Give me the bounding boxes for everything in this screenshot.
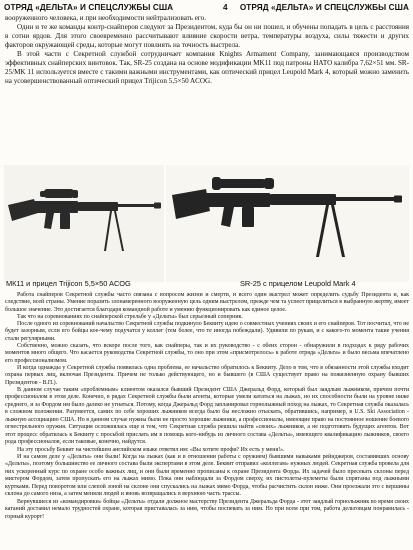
page-number: 4 <box>223 3 228 12</box>
header-title-right: ОТРЯД «ДЕЛЬТА» И СПЕЦСЛУЖБЫ США <box>239 3 409 12</box>
paragraph: Работа снайперов Секретной службы часто связана с вопросом жизни и смерти, и всего один выстрел может определить судьбу Президента и, как следствие, всей страны. Умение поразить злонамеренного вооруженную цель одним выстрелом, прежде чем та успеет прицелиться в выбранную жертву, имеет большое значение. Это достигается благодаря командной работе и умению функционировать как единое целое. <box>5 292 409 313</box>
paragraph: Собственно, можно сказать, что вскоре после того, как снайперы, так и их руководство - с обеих сторон - обнаружили в подходах к ряду рабочих моментов много общего. Что касается руководства Секретной службы, то оно при этом «присмотрелось» к работе отряда «Дельта» и было весьма впечатлено его профессионализмом. <box>5 343 409 364</box>
paragraph: Так что на соревнованиях по снайперской стрельбе у «Дельты» был серьезный соперник. <box>17 314 243 320</box>
photo-caption-left: МК11 и прицел Trijicon 5,5×50 ACOG <box>6 279 131 288</box>
paragraph: Вернувшиеся из «командировки» бойцы «Дельты» отдали должное мастерству Президента Джеральда Форда - этот заядлый горнолыжник во время своих катаний доставил немало трудностей охране, которая приставалась за ним, чтобы поспевать за ним. Но при всем при том, работа дельтовцам понравилась - горный курорт! <box>5 499 409 520</box>
rifle-photo-sr25 <box>166 165 409 282</box>
header-title-left: ОТРЯД «ДЕЛЬТА» И СПЕЦСЛУЖБЫ США <box>4 3 174 12</box>
paragraph: В данном случае таким «проблемным» клиентом оказался бывший Президент США Джеральд Форд, который был заядлым лыжником, причем почти профессионалом в этом деле. Конечно, в рядах Секретной службы были агенты, которые умели кататься на лыжах, но их способности были на уровне ниже среднего, и за Фордом им было далеко не угнаться. Потому, когда Джеральд Форд запланировал горнолыжный поход на лыжах, то Секретная служба оказалась в сложном положении. Разумеется, самих по себе хороших лыжников всегда было бы несложно отыскать, обратившись, например, в U.S. Ski Association - лыжную ассоциацию США. Но в данном случае нужны были не просто хорошие лыжники, а профессионалы, имеющие право на постоянное ношение боевого огнестрельного оружия. Ситуация осложнялась еще и тем, что Секретная служба решила найти «своих» лыжников, а не подготовить будущих агентов. Вот этот процесс обратилась к Беквиту с просьбой прислать им в помощь кого-нибудь из личного состава «Дельты», имеющего квалификацию лыжников, своего рода профессионалов, если таковые, конечно, найдутся. <box>5 387 409 446</box>
paragraph: После одного из соревнований начальство Секретной службы подкинуло Беквиту идею о совместных учениях своих и его снайперов. Тот посчитал, что не будет зазорным, если его бойцы кое-чему подучатся у коллег (тем более, что те иногда побеждали). Удивили по рукам, и с какого-то момента такие учения стали регулярными. <box>5 321 409 342</box>
rifle-photo-mk11 <box>4 165 164 282</box>
paragraph: На эту просьбу Беквит на чистейшем английском языке ответил им: «Вы хотите профи? Их есть у меня!». <box>17 447 285 453</box>
photo-caption-right: SR-25 с прицелом Leupold Mark 4 <box>240 279 356 288</box>
running-header <box>4 3 409 14</box>
paragraph: вооруженного человека, и при необходимости нейтрализовать его. <box>5 14 206 22</box>
paragraph: В этой части с Секретной службой сотрудничает компания Knights Armament Company, занимающаяся производством эффективных снайперских винтовок. Так, SR-25 создана на основе модификации MK11 под патроны НАТО калибра 7,62×51 мм. SR-25/MK 11 используется вместе с такими важными инструментами, как оптический прицел Leupold Mark 4, который можно заменить на усовершенствованный оптический прицел Trijicon 5,5×50 ACOG. <box>5 50 409 85</box>
paragraph: И на самом деле у «Дельты» они были! Когда на лыжах (как и в отношении работы с оружием) бывшими навыками рейнджеров, составивших основу «Дельты», поэтому большинство ее личного состава были экспертами в этом деле. Беквит отправил «коллегам» нужных людей. Секретная служба провела для них ускоренный курс по охране особо важных лиц, и они были временно прописаны к охране Президента Форда. Их задачей было пресекать склоны перед мистером Фордом, затем пропускать его на лыжах мимо. Пока они наблюдали за Фордом сверху, их пистолеты-пулеметы были спрятаны под лыжными куртками. Перед поворотом или слепой зоной на склоне они спускались на лыжах мимо Форда, чтобы расчистить склон ниже. Они проезжали это с вершины склона до самого низа, а затем меняли людей и вновь возвращались в верхнюю часть трассы. <box>5 454 409 498</box>
paragraph: И когда однажды у Секретной службы появилась одна проблема, ее начальство обратилось к Беквиту. Дело в том, что в обязанности этой службы входит охрана первых лиц, включая Президента. Причем не только действующего, но и бывшего (в США существует право на пожизненную охрану бывших Президентов - В.П.). <box>5 365 409 386</box>
paragraph: Один и те же команды контр-снайперов следуют за Президентом, куда бы он ни пошел, и обучены попадать в цель с расстояния в сотни ярдов. Для этого своевременно рассчитывают влияние скорости ветра, температуры воздуха, силы тяжести и других факторов окружающей среды, которые могут повлиять на точность выстрела. <box>5 23 409 49</box>
